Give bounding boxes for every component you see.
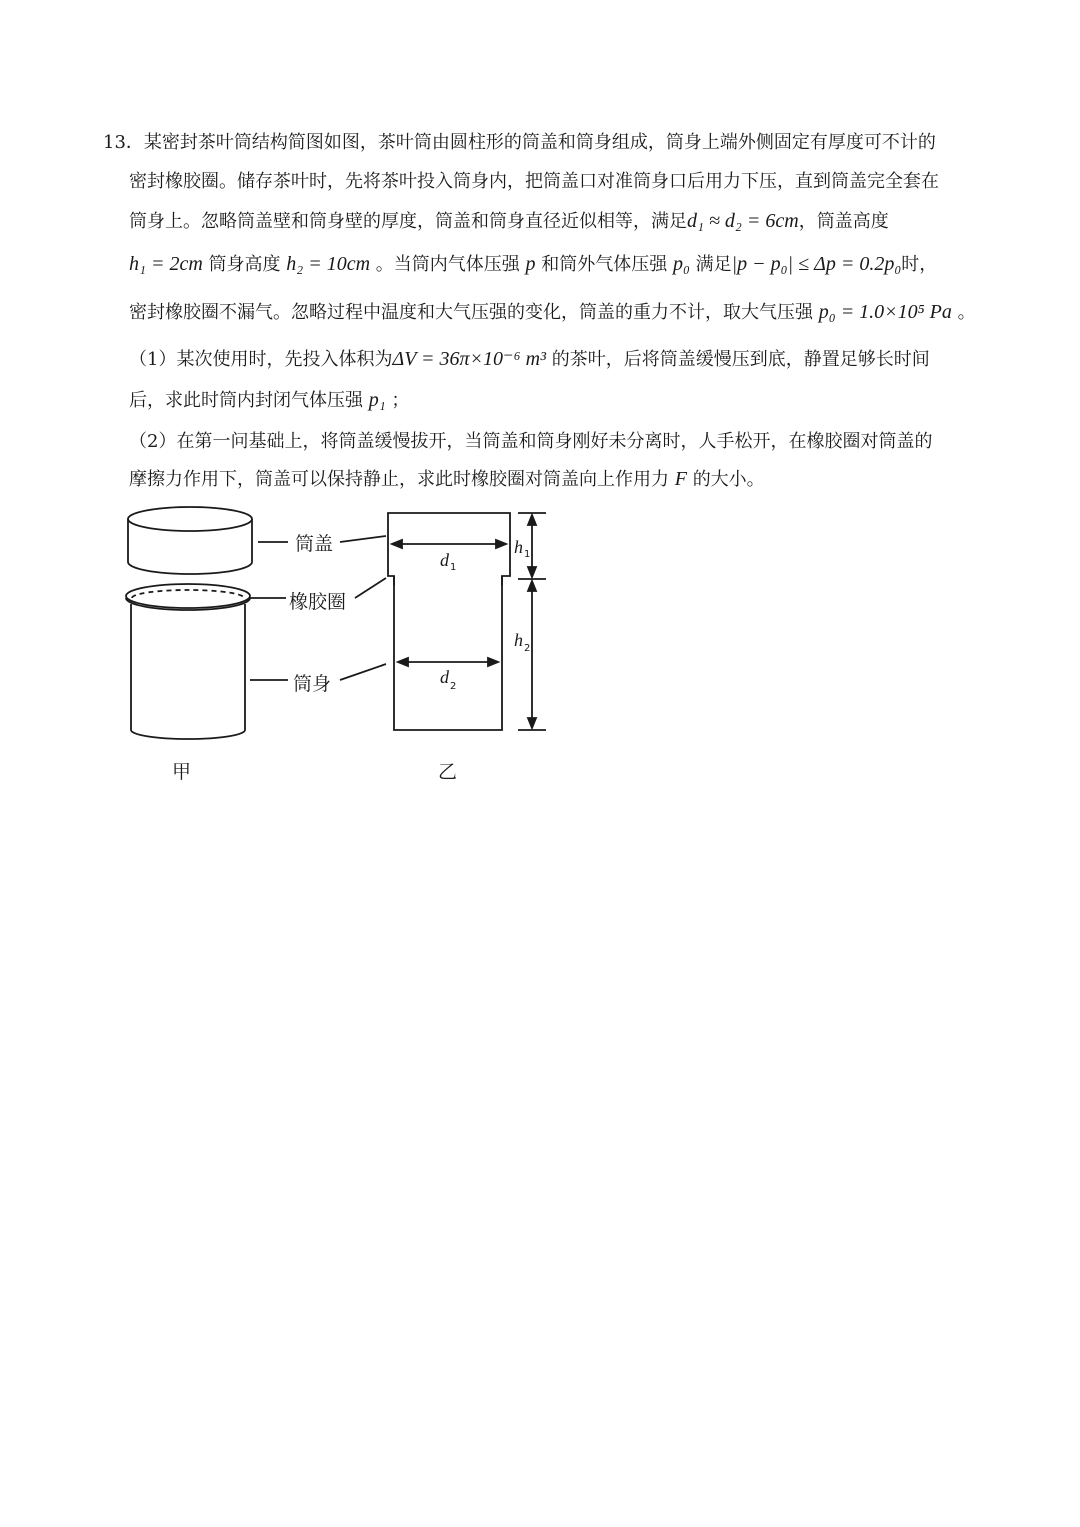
label-h1: h bbox=[514, 537, 523, 557]
label-ring: 橡胶圈 bbox=[289, 591, 347, 613]
label-d1-sub: 1 bbox=[450, 562, 457, 573]
question-2-line-1: （2）在第一问基础上，将筒盖缓慢拔开，当筒盖和筒身刚好未分离时，人手松开，在橡胶圈对筒盖的 bbox=[129, 431, 933, 452]
problem-line-2: 密封橡胶圈。储存茶叶时，先将茶叶投入筒身内，把筒盖口对准筒身口后用力下压，直到筒盖完全套在 bbox=[129, 171, 939, 192]
formula-pressure-condition: |p − p₀| ≤ Δp = 0.2p₀ bbox=[731, 253, 902, 275]
label-d2: d bbox=[440, 667, 449, 687]
label-d1: d bbox=[440, 550, 449, 570]
label-jia: 甲 bbox=[172, 761, 192, 783]
cross-section bbox=[388, 513, 510, 730]
problem-line-5: 密封橡胶圈不漏气。忽略过程中温度和大气压强的变化，筒盖的重力不计，取大气压强 p₀ = 1.0×10⁵ Pa 。 bbox=[129, 301, 976, 323]
formula-tea-volume: ΔV = 36π×10⁻⁶ m³ bbox=[392, 348, 547, 370]
question-2-line-2: 摩擦力作用下，筒盖可以保持静止，求此时橡胶圈对筒盖向上作用力 F 的大小。 bbox=[129, 468, 765, 490]
formula-diameter: d₁ ≈ d₂ = 6cm bbox=[687, 210, 799, 232]
problem-number: 13． bbox=[103, 132, 144, 153]
body-cylinder bbox=[126, 584, 250, 739]
problem-line-4: h₁ = 2cm 筒身高度 h₂ = 10cm 。当筒内气体压强 p 和筒外气体压强 p₀ 满足|p − p₀| ≤ Δp = 0.2p₀时， bbox=[129, 253, 938, 275]
lid-cylinder bbox=[128, 507, 252, 574]
label-body: 筒身 bbox=[293, 673, 332, 695]
formula-atm-pressure: p₀ = 1.0×10⁵ Pa bbox=[818, 301, 952, 323]
problem-line-3: 筒身上。忽略筒盖壁和筒身壁的厚度，筒盖和筒身直径近似相等，满足d₁ ≈ d₂ = 6cm，筒盖高度 bbox=[129, 210, 889, 232]
label-h1-sub: 1 bbox=[524, 549, 531, 560]
label-lid: 筒盖 bbox=[295, 533, 334, 555]
problem-line-1: 13．某密封茶叶筒结构简图如图，茶叶筒由圆柱形的筒盖和筒身组成，筒身上端外侧固定有厚度可不计的 bbox=[103, 132, 936, 153]
label-yi: 乙 bbox=[438, 761, 458, 783]
label-h2-sub: 2 bbox=[524, 643, 531, 654]
formula-h1: h₁ = 2cm bbox=[129, 253, 203, 275]
label-h2: h bbox=[514, 630, 523, 650]
question-1-line-1: （1）某次使用时，先投入体积为ΔV = 36π×10⁻⁶ m³ 的茶叶，后将筒盖缓慢压到底，静置足够长时间 bbox=[129, 348, 930, 370]
label-d2-sub: 2 bbox=[450, 681, 457, 692]
formula-h2: h₂ = 10cm bbox=[286, 253, 371, 275]
question-1-line-2: 后，求此时筒内封闭气体压强 p₁ ； bbox=[129, 389, 410, 411]
